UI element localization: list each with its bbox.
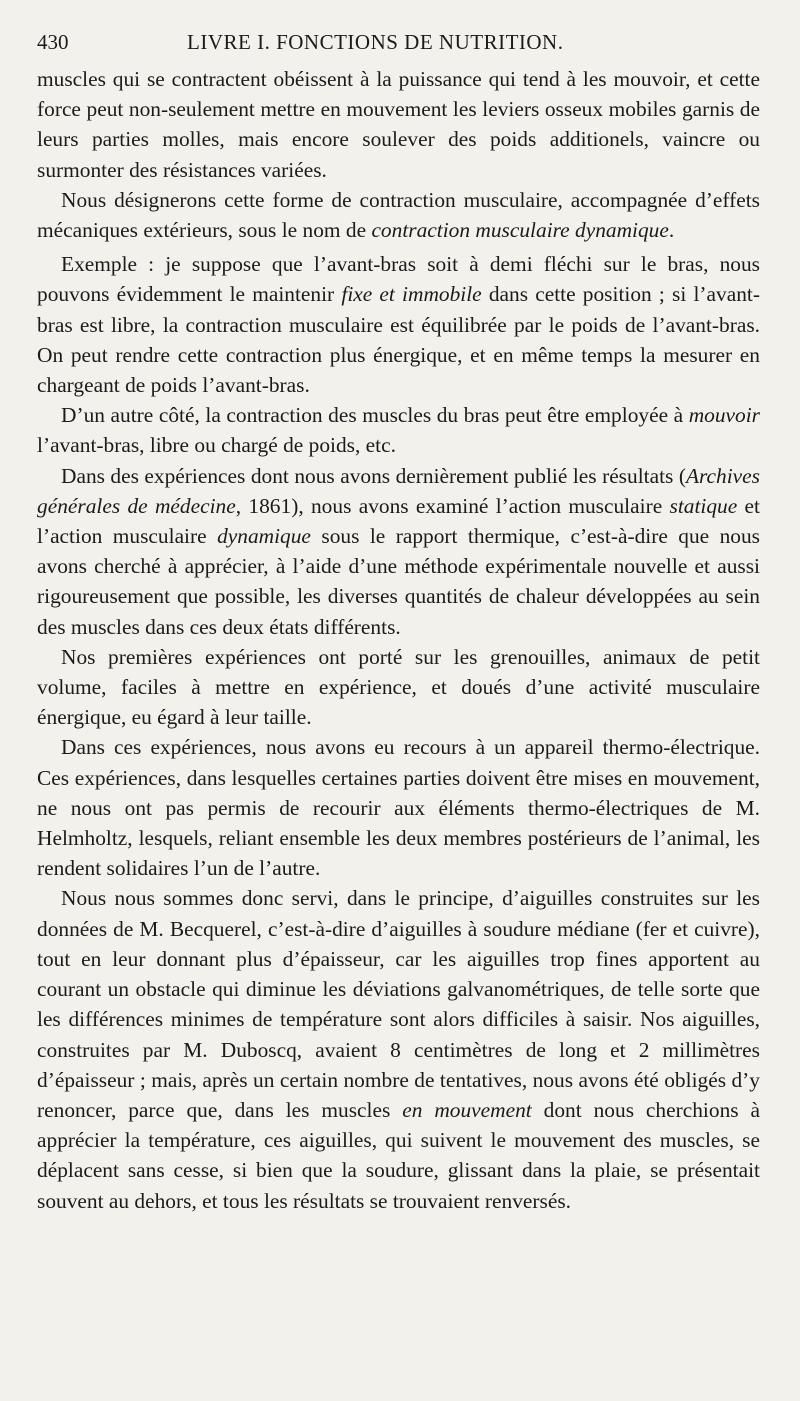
paragraph-6: Nos premières expériences ont porté sur les grenouilles, animaux de petit volume, faciles à mettre en expérience, et doués d’une activité musculaire énergique, eu égard à leur taille. <box>37 644 760 730</box>
page-number: 430 <box>37 30 69 54</box>
italic-term: contraction musculaire dynamique <box>371 218 669 243</box>
italic-term: fixe et immobile <box>341 282 482 307</box>
italic-term: en mouvement <box>402 1097 532 1122</box>
paragraph-3: Exemple : je suppose que l’avant-bras soit à demi fléchi sur le bras, nous pouvons évidemment le maintenir fixe et immobile dans cette position ; si l’avant-bras est libre, la contraction musculaire est équilibrée par le poids de l’avant-bras. On peut rendre cette contraction plus énergique, et en même temps la mesurer en chargeant de poids l’avant-bras. <box>37 252 761 398</box>
paragraph-8: Nous nous sommes donc servi, dans le principe, d’aiguilles construites sur les données de M. Becquerel, c’est-à-dire d’aiguilles à soudure médiane (fer et cuivre), tout en leur donnant plus d’épaisseur, car les aiguilles trop fines apportent au courant un obstacle qui diminue les déviations galvanométriques, de telle sorte que les différences minimes de température sont alors difficiles à saisir. Nos aiguilles, construites par M. Duboscq, avaient 8 centimètres de long et 2 millimètres d’épaisseur ; mais, après un certain nombre de tentatives, nous avons été obligés d’y renoncer, parce que, dans les muscles en mouvement dont nous cherchions à apprécier la température, ces aiguilles, qui suivent le mouvement des muscles, se déplacent sans cesse, si bien que la soudure, glissant dans la plaie, se présentait souvent au dehors, et tous les résultats se trouvaient renversés. <box>37 886 761 1213</box>
italic-term: Archives générales de médecine <box>37 463 760 518</box>
paragraph-5: Dans des expériences dont nous avons dernièrement publié les résultats (Archives générales de médecine, 1861), nous avons examiné l’action musculaire statique et l’action musculaire dynamique sous le rapport thermique, c’est-à-dire que nous avons cherché à apprécier, à l’aide d’une méthode expérimentale nouvelle et aussi rigoureusement que possible, les diverses quantités de chaleur développées au sein des muscles dans ces deux états différents. <box>37 463 760 639</box>
italic-term: dynamique <box>217 524 311 549</box>
running-head: LIVRE I. FONCTIONS DE NUTRITION. <box>187 30 564 54</box>
page-header <box>37 30 760 64</box>
paragraph-4: D’un autre côté, la contraction des muscles du bras peut être employée à mouvoir l’avant-bras, libre ou chargé de poids, etc. <box>37 403 760 458</box>
italic-term: statique <box>669 493 738 518</box>
paragraph-2: Nous désignerons cette forme de contraction musculaire, accompagnée d’effets mécaniques extérieurs, sous le nom de contraction musculaire dynamique. <box>37 187 760 243</box>
paragraph-7: Dans ces expériences, nous avons eu recours à un appareil thermo-électrique. Ces expériences, dans lesquelles certaines parties doivent être mises en mouvement, ne nous ont pas permis de recourir aux éléments thermo-électriques de M. Helmholtz, lesquels, reliant ensemble les deux membres postérieurs de l’animal, les rendent solidaires l’un de l’autre. <box>37 735 760 881</box>
italic-term: mouvoir <box>688 403 760 428</box>
paragraph-1: muscles qui se contractent obéissent à la puissance qui tend à les mouvoir, et cette force peut non-seulement mettre en mouvement les leviers osseux mobiles garnis de leurs parties molles, mais encore soulever des poids additionels, vaincre ou surmonter des résistances variées. <box>37 67 760 182</box>
body-text <box>37 64 760 1216</box>
